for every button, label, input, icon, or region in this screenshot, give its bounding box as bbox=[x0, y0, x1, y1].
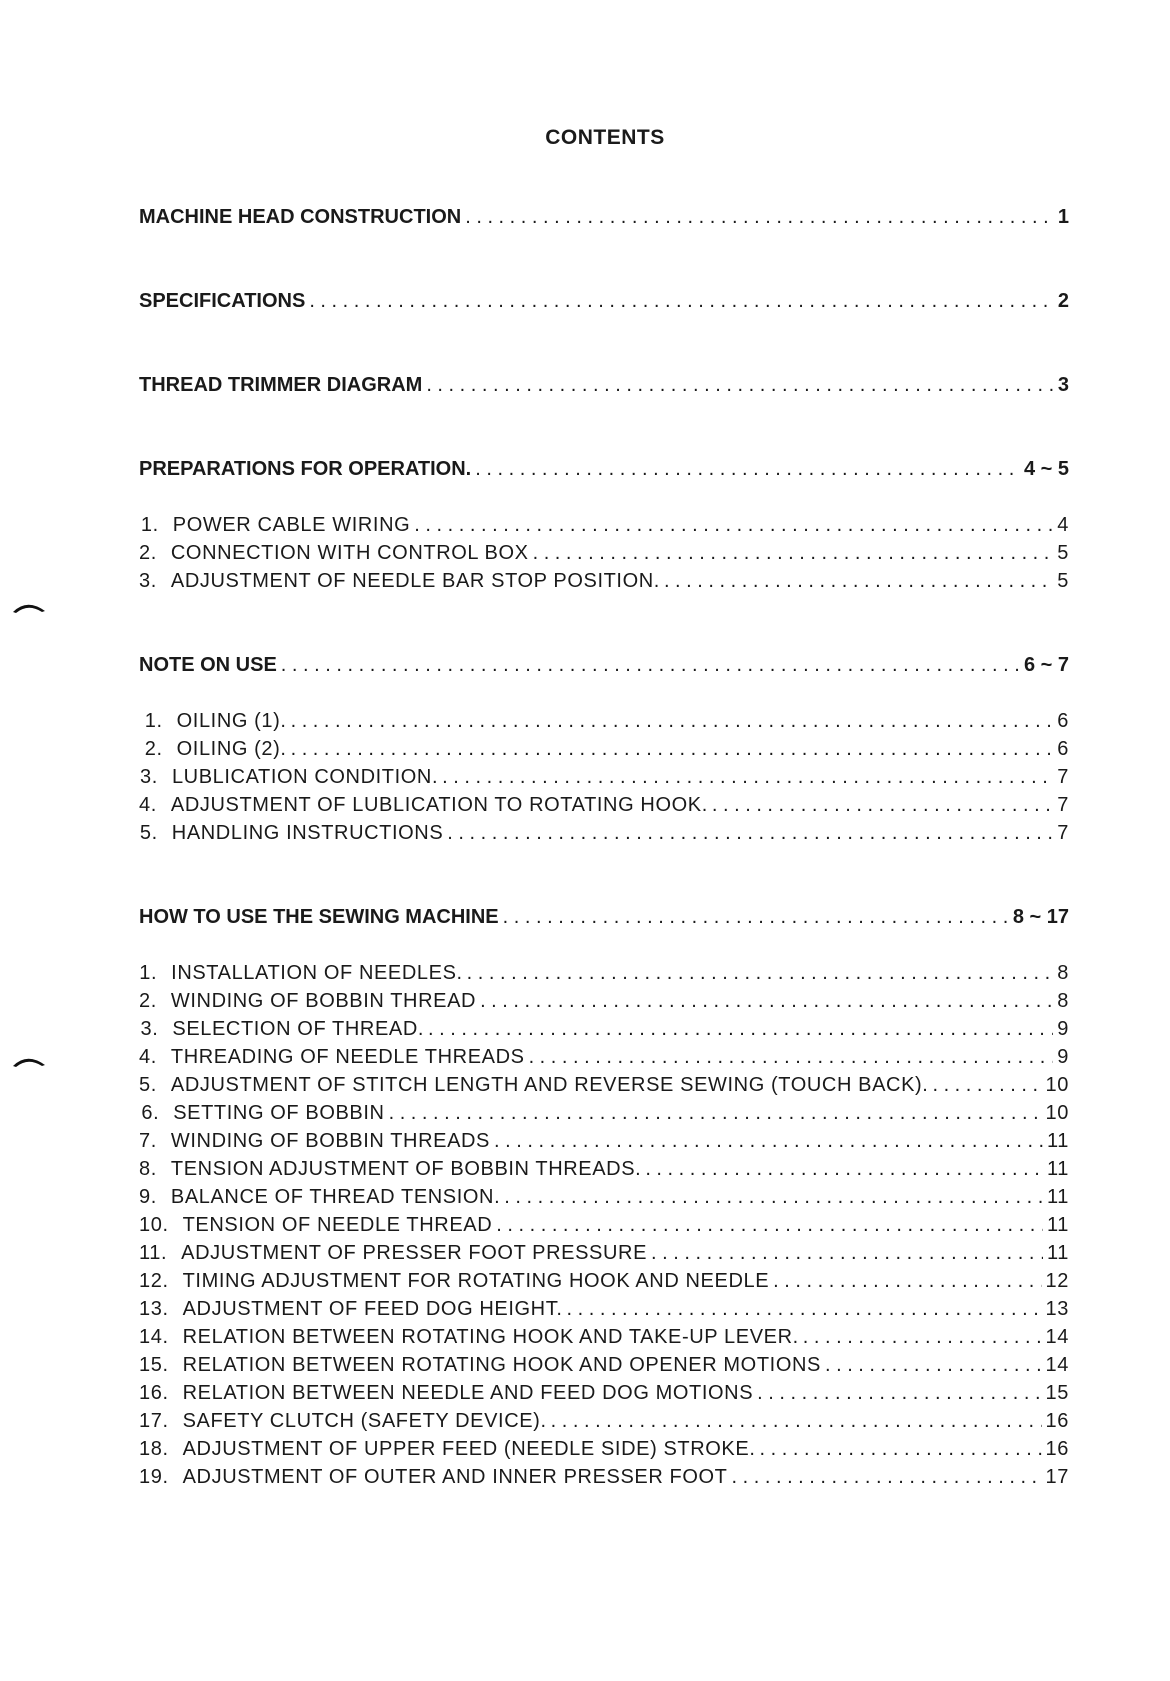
toc-section-label: HOW TO USE THE SEWING MACHINE bbox=[139, 906, 499, 928]
dot-leader bbox=[480, 990, 1053, 1013]
toc-page-number: 4 ~ 5 bbox=[1023, 458, 1069, 480]
toc-item-row[interactable] bbox=[139, 794, 1069, 817]
dot-leader bbox=[504, 1186, 1043, 1209]
toc-item-row[interactable] bbox=[139, 1102, 1069, 1125]
toc-section-row[interactable] bbox=[139, 458, 1069, 481]
toc-item-number: 1. bbox=[140, 514, 159, 536]
toc-item-label: CONNECTION WITH CONTROL BOX bbox=[170, 542, 529, 564]
dot-leader bbox=[712, 794, 1053, 817]
toc-page-number: 15 bbox=[1045, 1382, 1069, 1404]
toc-page-number: 8 bbox=[1057, 962, 1069, 984]
toc-item-row[interactable] bbox=[139, 514, 1069, 537]
toc-item-row[interactable] bbox=[139, 1018, 1069, 1041]
toc-item-label: INSTALLATION OF NEEDLES. bbox=[171, 962, 463, 984]
toc-item-label: RELATION BETWEEN ROTATING HOOK AND TAKE-UP LEVER. bbox=[182, 1326, 799, 1348]
toc-page-number: 8 ~ 17 bbox=[1012, 906, 1069, 928]
toc-item-label: ADJUSTMENT OF LUBLICATION TO ROTATING HOOK. bbox=[170, 794, 708, 816]
toc-item-number: 14. bbox=[139, 1326, 169, 1348]
toc-item-label: TIMING ADJUSTMENT FOR ROTATING HOOK AND NEEDLE bbox=[182, 1270, 770, 1292]
toc-item-row[interactable] bbox=[139, 1466, 1069, 1489]
toc-item-label: BALANCE OF THREAD TENSION. bbox=[170, 1186, 501, 1208]
dot-leader bbox=[664, 570, 1053, 593]
toc-item-number: 9. bbox=[139, 1186, 157, 1208]
dot-leader bbox=[645, 1158, 1043, 1181]
toc-item-number: 16. bbox=[139, 1382, 169, 1404]
toc-item-number: 5. bbox=[139, 1074, 157, 1096]
toc-item-number: 11. bbox=[139, 1242, 168, 1264]
toc-item-row[interactable] bbox=[139, 1242, 1069, 1265]
dot-leader bbox=[566, 1298, 1041, 1321]
dot-leader bbox=[428, 1018, 1053, 1041]
toc-section-label: MACHINE HEAD CONSTRUCTION bbox=[139, 206, 462, 228]
toc-item-number: 15. bbox=[139, 1354, 169, 1376]
toc-item-row[interactable] bbox=[139, 1130, 1069, 1153]
toc-page-number: 9 bbox=[1057, 1018, 1069, 1040]
toc-item-row[interactable] bbox=[139, 1214, 1069, 1237]
toc-item-label: OILING (2). bbox=[176, 738, 287, 760]
toc-item-number: 1. bbox=[139, 962, 158, 984]
toc-item-label: ADJUSTMENT OF FEED DOG HEIGHT. bbox=[182, 1298, 563, 1320]
toc-page-number: 5 bbox=[1057, 570, 1069, 592]
toc-item-row[interactable] bbox=[139, 962, 1069, 985]
toc-item-row[interactable] bbox=[139, 1438, 1069, 1461]
dot-leader bbox=[475, 458, 1020, 481]
dot-leader bbox=[759, 1438, 1041, 1461]
toc-page-number: 10 bbox=[1045, 1102, 1069, 1124]
dot-leader bbox=[467, 962, 1054, 985]
toc-item-number: 4. bbox=[139, 1046, 157, 1068]
toc-item-label: ADJUSTMENT OF UPPER FEED (NEEDLE SIDE) STROKE. bbox=[182, 1438, 756, 1460]
toc-item-label: SELECTION OF THREAD. bbox=[172, 1018, 425, 1040]
toc-item-number: 4. bbox=[139, 794, 157, 816]
toc-section-row[interactable] bbox=[139, 374, 1069, 397]
toc-page-number: 6 bbox=[1057, 710, 1069, 732]
toc-item-number: 13. bbox=[139, 1298, 169, 1320]
toc-section-row[interactable] bbox=[139, 206, 1069, 229]
toc-page-number: 6 bbox=[1057, 738, 1069, 760]
toc-page-number: 12 bbox=[1045, 1270, 1069, 1292]
toc-item-row[interactable] bbox=[139, 710, 1069, 733]
dot-leader bbox=[773, 1270, 1041, 1293]
toc-item-label: HANDLING INSTRUCTIONS bbox=[171, 822, 444, 844]
toc-page-number: 9 bbox=[1057, 1046, 1069, 1068]
dot-leader bbox=[389, 1102, 1042, 1125]
dot-leader bbox=[503, 906, 1009, 929]
toc-item-number: 12. bbox=[139, 1270, 169, 1292]
dot-leader bbox=[533, 542, 1054, 565]
dot-leader bbox=[803, 1326, 1042, 1349]
toc-item-label: ADJUSTMENT OF PRESSER FOOT PRESSURE bbox=[181, 1242, 648, 1264]
toc-item-number: 7. bbox=[139, 1130, 157, 1152]
toc-section-label: NOTE ON USE bbox=[139, 654, 277, 676]
toc-item-number: 17. bbox=[139, 1410, 169, 1432]
toc-page-number: 7 bbox=[1057, 766, 1069, 788]
toc-page-number: 7 bbox=[1057, 822, 1069, 844]
binder-hole-mark bbox=[12, 1054, 46, 1068]
toc-item-label: ADJUSTMENT OF OUTER AND INNER PRESSER FOOT bbox=[182, 1466, 728, 1488]
dot-leader bbox=[414, 514, 1053, 537]
toc-item-label: ADJUSTMENT OF NEEDLE BAR STOP POSITION. bbox=[170, 570, 660, 592]
toc-section-row[interactable] bbox=[139, 654, 1069, 677]
toc-page-number: 6 ~ 7 bbox=[1023, 654, 1069, 676]
toc-item-number: 2. bbox=[144, 738, 163, 760]
toc-page-number: 8 bbox=[1057, 990, 1069, 1012]
toc-item-row[interactable] bbox=[139, 1046, 1069, 1069]
toc-item-label: LUBLICATION CONDITION. bbox=[171, 766, 439, 788]
dot-leader bbox=[732, 1466, 1042, 1489]
toc-page-number: 14 bbox=[1045, 1326, 1069, 1348]
toc-page-number: 17 bbox=[1045, 1466, 1069, 1488]
toc-page-number: 11 bbox=[1047, 1158, 1069, 1180]
toc-page-number: 5 bbox=[1057, 542, 1069, 564]
toc-page-number: 3 bbox=[1057, 374, 1069, 396]
toc-item-label: THREADING OF NEEDLE THREADS bbox=[170, 1046, 525, 1068]
toc-page-number: 2 bbox=[1057, 290, 1069, 312]
toc-item-row[interactable] bbox=[139, 1298, 1069, 1321]
dot-leader bbox=[757, 1382, 1041, 1405]
toc-page-number: 13 bbox=[1045, 1298, 1069, 1320]
toc-page-number: 11 bbox=[1047, 1186, 1069, 1208]
toc-item-row[interactable] bbox=[139, 990, 1069, 1013]
toc-item-label: TENSION OF NEEDLE THREAD bbox=[182, 1214, 493, 1236]
toc-item-number: 10. bbox=[139, 1214, 169, 1236]
toc-item-row[interactable] bbox=[139, 1354, 1069, 1377]
page-title: CONTENTS bbox=[545, 126, 665, 149]
toc-section-row[interactable] bbox=[139, 906, 1069, 929]
dot-leader bbox=[651, 1242, 1043, 1265]
toc-page-number: 14 bbox=[1045, 1354, 1069, 1376]
toc-item-number: 8. bbox=[139, 1158, 157, 1180]
toc-page-number: 7 bbox=[1057, 794, 1069, 816]
toc-section-label: SPECIFICATIONS bbox=[139, 290, 306, 312]
toc-item-label: OILING (1). bbox=[176, 710, 287, 732]
toc-page-number: 4 bbox=[1057, 514, 1069, 536]
toc-item-label: POWER CABLE WIRING bbox=[172, 514, 411, 536]
toc-item-row[interactable] bbox=[139, 1158, 1069, 1181]
toc-page-number: 16 bbox=[1045, 1438, 1069, 1460]
toc-item-label: TENSION ADJUSTMENT OF BOBBIN THREADS. bbox=[170, 1158, 642, 1180]
toc-item-number: 6. bbox=[141, 1102, 160, 1124]
dot-leader bbox=[447, 822, 1053, 845]
dot-leader bbox=[496, 1214, 1043, 1237]
toc-item-row[interactable] bbox=[139, 1074, 1069, 1097]
toc-item-number: 1. bbox=[144, 710, 163, 732]
toc-page-number: 11 bbox=[1047, 1214, 1069, 1236]
dot-leader bbox=[932, 1074, 1041, 1097]
dot-leader bbox=[825, 1354, 1042, 1377]
toc-item-label: RELATION BETWEEN ROTATING HOOK AND OPENER MOTIONS bbox=[182, 1354, 821, 1376]
toc-section-label: PREPARATIONS FOR OPERATION. bbox=[139, 458, 472, 480]
dot-leader bbox=[309, 290, 1054, 313]
toc-item-label: SETTING OF BOBBIN bbox=[173, 1102, 385, 1124]
toc-page-number: 16 bbox=[1045, 1410, 1069, 1432]
binder-hole-mark bbox=[12, 600, 46, 614]
toc-item-number: 3. bbox=[140, 1018, 159, 1040]
toc-section-row[interactable] bbox=[139, 290, 1069, 313]
toc-item-row[interactable] bbox=[139, 766, 1069, 789]
dot-leader bbox=[494, 1130, 1043, 1153]
toc-item-number: 18. bbox=[139, 1438, 169, 1460]
toc-item-row[interactable] bbox=[139, 542, 1069, 565]
toc-item-row[interactable] bbox=[139, 1270, 1069, 1293]
dot-leader bbox=[281, 654, 1020, 677]
toc-page-number: 11 bbox=[1047, 1130, 1069, 1152]
dot-leader bbox=[291, 738, 1054, 761]
toc-item-row[interactable] bbox=[139, 1410, 1069, 1433]
toc-item-row[interactable] bbox=[139, 570, 1069, 593]
toc-page-number: 11 bbox=[1047, 1242, 1069, 1264]
dot-leader bbox=[529, 1046, 1054, 1069]
dot-leader bbox=[291, 710, 1054, 733]
dot-leader bbox=[465, 206, 1054, 229]
toc-page-number: 1 bbox=[1057, 206, 1069, 228]
toc-page-number: 10 bbox=[1045, 1074, 1069, 1096]
dot-leader bbox=[426, 374, 1054, 397]
toc-item-number: 2. bbox=[139, 542, 157, 564]
toc-item-number: 3. bbox=[139, 570, 157, 592]
toc-section-label: THREAD TRIMMER DIAGRAM bbox=[139, 374, 423, 396]
toc-item-label: WINDING OF BOBBIN THREADS bbox=[170, 1130, 490, 1152]
toc-item-row[interactable] bbox=[139, 822, 1069, 845]
toc-item-row[interactable] bbox=[139, 1382, 1069, 1405]
toc-item-label: WINDING OF BOBBIN THREAD bbox=[170, 990, 477, 1012]
toc-item-number: 2. bbox=[139, 990, 157, 1012]
toc-item-number: 3. bbox=[140, 766, 158, 788]
toc-item-row[interactable] bbox=[139, 1186, 1069, 1209]
toc-item-row[interactable] bbox=[139, 1326, 1069, 1349]
toc-item-label: SAFETY CLUTCH (SAFETY DEVICE). bbox=[182, 1410, 547, 1432]
dot-leader bbox=[551, 1410, 1042, 1433]
toc-item-number: 19. bbox=[139, 1466, 169, 1488]
toc-item-label: RELATION BETWEEN NEEDLE AND FEED DOG MOTIONS bbox=[182, 1382, 754, 1404]
toc-item-number: 5. bbox=[139, 822, 158, 844]
dot-leader bbox=[442, 766, 1053, 789]
toc-item-label: ADJUSTMENT OF STITCH LENGTH AND REVERSE SEWING (TOUCH BACK). bbox=[170, 1074, 929, 1096]
toc-item-row[interactable] bbox=[139, 738, 1069, 761]
